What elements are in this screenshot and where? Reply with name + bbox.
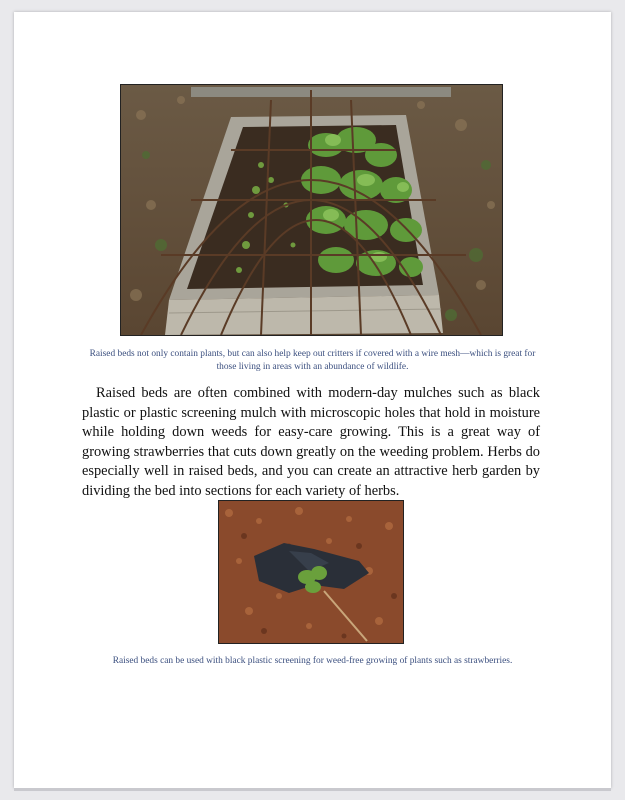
figure-caption-2: Raised beds can be used with black plastic screening for weed-free growing of plants such as strawberries. [112, 656, 513, 666]
strawberry-mulch-image [219, 501, 403, 643]
raised-bed-photo [120, 84, 503, 336]
raised-bed-image [121, 85, 502, 335]
page-bottom-edge [14, 788, 611, 791]
figure-caption-1: Raised beds not only contain plants, but can also help keep out critters if covered with a wire mesh—which is great for those living in areas with an abundance of wildlife. [89, 349, 536, 372]
book-page [14, 12, 611, 788]
body-paragraph: Raised beds are often combined with modern-day mulches such as black plastic or plastic screening mulch with microscopic holes that hold in moisture while holding down weeds for easy-care growing. This is a great way of growing strawberries that cuts down greatly on the weeding problem. Herbs do especially well in raised beds, and you can create an attractive herb garden by dividing the bed into sections for each variety of herbs. [82, 385, 540, 499]
strawberry-mulch-photo [218, 500, 404, 644]
